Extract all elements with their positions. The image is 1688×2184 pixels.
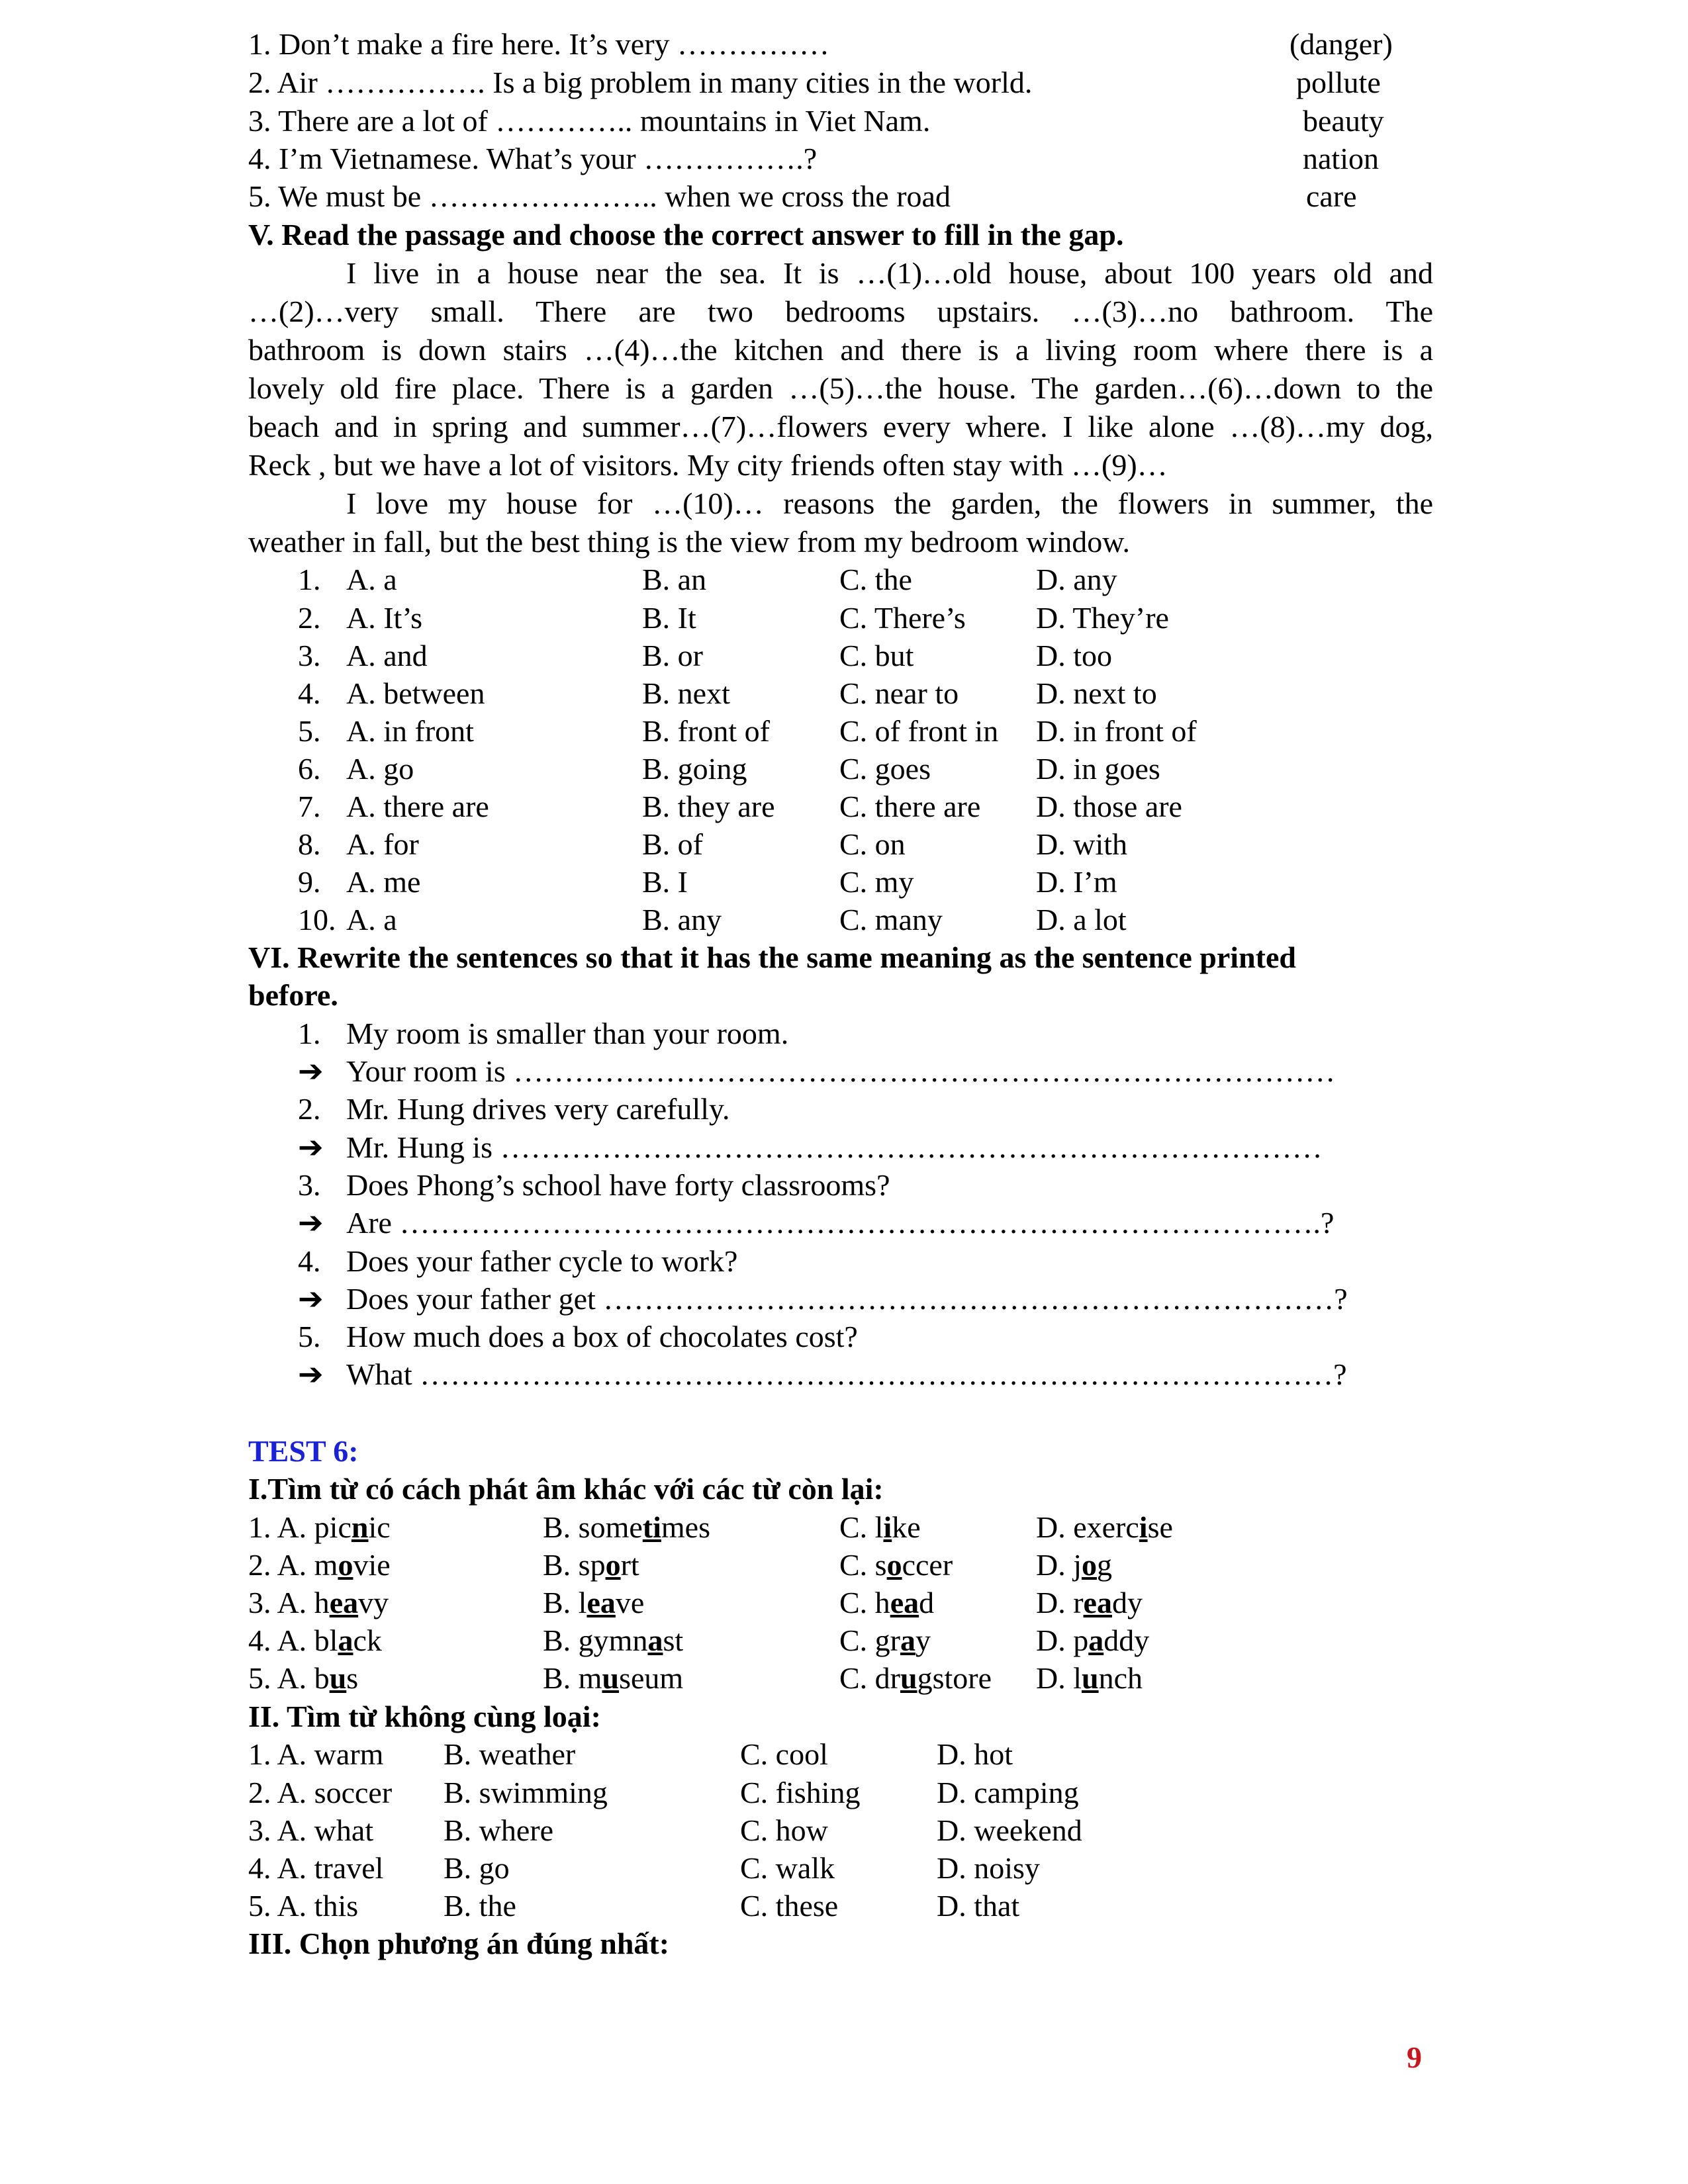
pronunciation-row: [0, 1659, 1688, 1698]
pronunciation-option: 5. A. bus: [248, 1661, 359, 1695]
pronunciation-option: B. leave: [543, 1586, 645, 1619]
pronunciation-option: 2. A. movie: [248, 1548, 391, 1582]
pronunciation-option: 3. A. heavy: [248, 1586, 389, 1619]
underlined-letters: ea: [586, 1586, 616, 1619]
mcq-row: 6. A. go B. going C. goes D. in goes: [298, 752, 1160, 786]
pronunciation-option: C. drugstore: [839, 1661, 992, 1695]
underlined-letters: u: [900, 1661, 917, 1695]
pronunciation-option: C. like: [839, 1510, 921, 1544]
rewrite-answer-line: ➔ What ………………………………………………………………………………?: [0, 1355, 1688, 1394]
odd-one-out-row: 1. A. warm B. weather C. cool D. hot: [248, 1737, 1013, 1771]
pronunciation-row: [0, 1621, 1688, 1660]
rewrite-answer-line: ➔ Your room is ………………………………………………………………………: [0, 1052, 1688, 1091]
underlined-letters: ea: [329, 1586, 359, 1619]
underlined-letters: u: [602, 1661, 620, 1695]
pronunciation-option: D. lunch: [1036, 1661, 1143, 1695]
pronunciation-row: [0, 1546, 1688, 1584]
rewrite-sentence: 3. Does Phong’s school have forty classrooms?: [298, 1168, 890, 1202]
underlined-letters: ea: [1083, 1586, 1112, 1619]
underlined-letters: o: [886, 1548, 902, 1582]
odd-one-out-row: 3. A. what B. where C. how D. weekend: [248, 1813, 1082, 1847]
underlined-letters: ea: [890, 1586, 919, 1619]
mcq-row: 10. A. a B. any C. many D. a lot: [298, 903, 1127, 936]
iv-item-1: 1. Don’t make a fire here. It’s very …………… (danger): [248, 27, 1393, 61]
iv-item-2: 2. Air ……………. Is a big problem in many cities in the world. pollute: [248, 66, 1381, 99]
arrow-icon: ➔: [298, 1357, 324, 1391]
mcq-row: 5. A. in front B. front of C. of front in D. in front of: [298, 714, 1197, 748]
rewrite-answer-line: ➔ Mr. Hung is ………………………………………………………………………: [0, 1128, 1688, 1167]
section-vi-title: VI. Rewrite the sentences so that it has the same meaning as the sentence printed: [248, 940, 1296, 974]
odd-one-out-row: 4. A. travel B. go C. walk D. noisy: [248, 1851, 1040, 1885]
section-vi-title-cont: before.: [248, 978, 338, 1012]
underlined-letters: a: [900, 1623, 915, 1657]
pronunciation-option: C. soccer: [839, 1548, 953, 1582]
rewrite-answer-line: ➔ Are ……………………………………………………………………………….?: [0, 1204, 1688, 1242]
underlined-letters: u: [1082, 1661, 1099, 1695]
mcq-row: 2. A. It’s B. It C. There’s D. They’re: [298, 601, 1169, 635]
underlined-letters: u: [329, 1661, 347, 1695]
pronunciation-row: [0, 1508, 1688, 1547]
pronunciation-option: D. exercise: [1036, 1510, 1173, 1544]
pronunciation-option: D. ready: [1036, 1586, 1143, 1619]
underlined-letters: ti: [642, 1510, 661, 1544]
underlined-letters: n: [351, 1510, 369, 1544]
rewrite-sentence: 2. Mr. Hung drives very carefully.: [298, 1092, 730, 1126]
underlined-letters: a: [1088, 1623, 1104, 1657]
odd-one-out-row: 5. A. this B. the C. these D. that: [248, 1889, 1020, 1923]
pronunciation-option: C. head: [839, 1586, 935, 1619]
arrow-icon: ➔: [298, 1130, 324, 1164]
odd-one-out-row: 2. A. soccer B. swimming C. fishing D. camping: [248, 1776, 1079, 1809]
mcq-row: 1. A. a B. an C. the D. any: [298, 563, 1117, 596]
section-v-title: V. Read the passage and choose the correct answer to fill in the gap.: [248, 218, 1124, 251]
arrow-icon: ➔: [298, 1054, 324, 1088]
iv-item-4: 4. I’m Vietnamese. What’s your …………….? nation: [248, 142, 1379, 175]
arrow-icon: ➔: [298, 1282, 324, 1316]
passage-paragraph-1: I live in a house near the sea. It is …(1)…old house, about 100 years old and …(2)…very small. There are two bedrooms upstairs. …(3)…no bathroom. The bathroom is down stairs …(4)…the kitchen and there is a living room where there is a lovely old fire place. There is a garden …(5)…the house. The garden…(6)…down to the beach and in spring and summer…(7)…flowers every where. I like alone …(8)…my dog, Reck , but we have a lot of visitors. My city friends often stay with …(9)…: [248, 256, 1433, 482]
mcq-row: 8. A. for B. of C. on D. with: [298, 827, 1127, 861]
underlined-letters: i: [1139, 1510, 1148, 1544]
pronunciation-option: D. jog: [1036, 1548, 1112, 1582]
mcq-row: 7. A. there are B. they are C. there are D. those are: [298, 790, 1182, 823]
iv-item-5: 5. We must be ………………….. when we cross the road care: [248, 179, 1357, 213]
pronunciation-row: [0, 1584, 1688, 1622]
page-number: 9: [1407, 2040, 1422, 2074]
part-3-title: III. Chọn phương án đúng nhất:: [248, 1927, 670, 1960]
underlined-letters: o: [338, 1548, 353, 1582]
rewrite-answer-line: ➔ Does your father get ………………………………………………………………?: [0, 1280, 1688, 1318]
arrow-icon: ➔: [298, 1206, 324, 1240]
underlined-letters: a: [647, 1623, 663, 1657]
mcq-row: 3. A. and B. or C. but D. too: [298, 639, 1112, 672]
mcq-row: 4. A. between B. next C. near to D. next to: [298, 676, 1157, 710]
pronunciation-option: B. gymnast: [543, 1623, 684, 1657]
part-1-title: I.Tìm từ có cách phát âm khác với các từ còn lại:: [248, 1472, 884, 1506]
pronunciation-option: D. paddy: [1036, 1623, 1150, 1657]
pronunciation-option: 1. A. picnic: [248, 1510, 391, 1544]
test-title: TEST 6:: [248, 1434, 359, 1468]
pronunciation-option: C. gray: [839, 1623, 931, 1657]
pronunciation-option: 4. A. black: [248, 1623, 382, 1657]
mcq-row: 9. A. me B. I C. my D. I’m: [298, 865, 1117, 899]
part-2-title: II. Tìm từ không cùng loại:: [248, 1700, 601, 1733]
underlined-letters: o: [605, 1548, 621, 1582]
passage-paragraph-2: I love my house for …(10)… reasons the garden, the flowers in summer, the weather in fall, but the best thing is the view from my bedroom window.: [248, 486, 1433, 559]
underlined-letters: i: [883, 1510, 892, 1544]
pronunciation-option: B. sometimes: [543, 1510, 710, 1544]
rewrite-sentence: 4. Does your father cycle to work?: [298, 1244, 738, 1278]
underlined-letters: a: [338, 1623, 353, 1657]
pronunciation-option: B. sport: [543, 1548, 639, 1582]
underlined-letters: o: [1082, 1548, 1097, 1582]
pronunciation-option: B. museum: [543, 1661, 684, 1695]
rewrite-sentence: 5. How much does a box of chocolates cost?: [298, 1320, 858, 1353]
rewrite-sentence: 1. My room is smaller than your room.: [298, 1017, 789, 1050]
iv-item-3: 3. There are a lot of ………….. mountains in Viet Nam. beauty: [248, 104, 1384, 138]
